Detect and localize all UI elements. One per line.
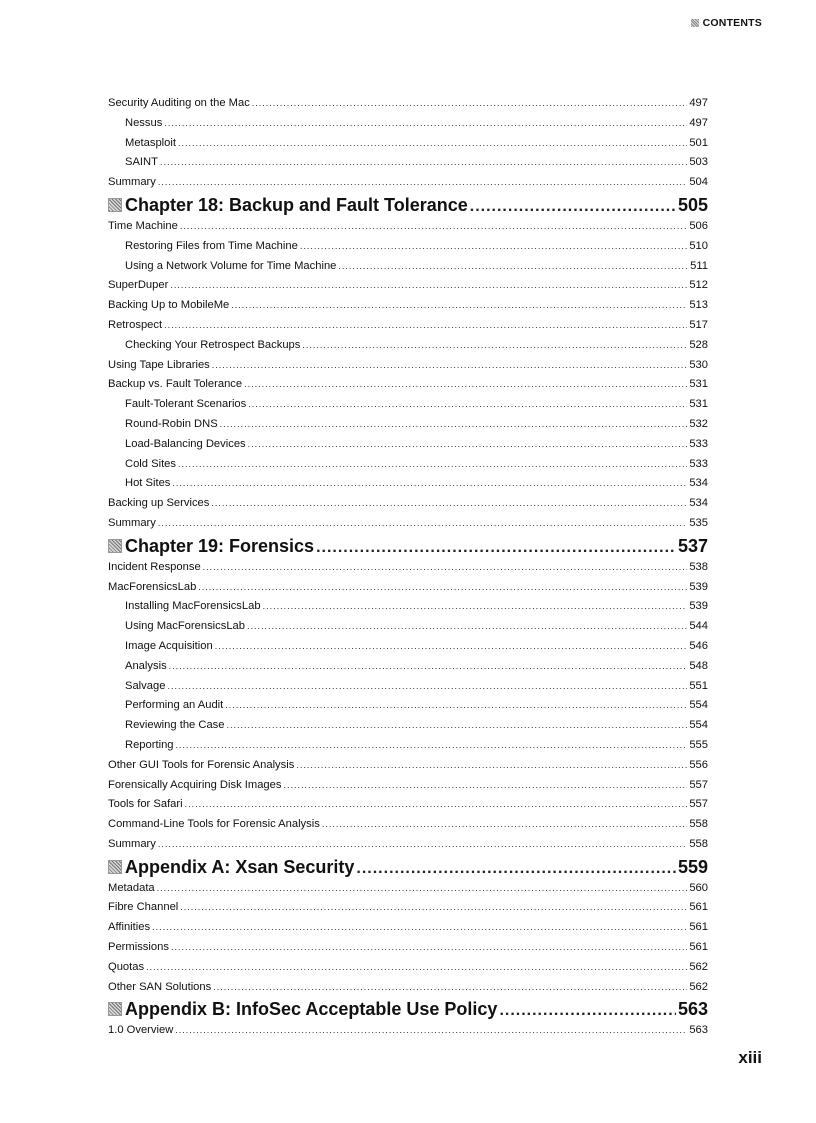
- running-header-label: CONTENTS: [702, 17, 762, 29]
- section-marker-icon: [691, 19, 699, 27]
- toc-entry[interactable]: [108, 336, 708, 356]
- toc-entry[interactable]: [108, 696, 708, 716]
- toc-entry-title: Chapter 18: Backup and Fault Tolerance: [125, 194, 468, 215]
- toc-entry-title: Fault-Tolerant Scenarios: [125, 398, 247, 411]
- toc-entry-page: 557: [689, 798, 708, 811]
- toc-entry-title: Hot Sites: [125, 477, 171, 490]
- toc-entry-page: 544: [689, 620, 708, 633]
- dot-leader: [152, 918, 687, 938]
- dot-leader: [215, 637, 688, 657]
- toc-entry-page: 530: [689, 358, 708, 371]
- toc-chapter-heading[interactable]: [108, 534, 708, 558]
- toc-entry-title: Reviewing the Case: [125, 719, 225, 732]
- dot-leader: [356, 855, 676, 879]
- table-of-contents: [108, 94, 708, 1041]
- toc-entry[interactable]: [108, 435, 708, 455]
- toc-entry-page: 539: [689, 600, 708, 613]
- toc-entry[interactable]: [108, 637, 708, 657]
- dot-leader: [227, 716, 688, 736]
- toc-entry-title: Appendix A: Xsan Security: [125, 856, 355, 877]
- dot-leader: [213, 978, 687, 998]
- toc-entry[interactable]: [108, 173, 708, 193]
- dot-leader: [185, 795, 688, 815]
- toc-entry-title: Checking Your Retrospect Backups: [125, 338, 301, 351]
- dot-leader: [212, 356, 688, 376]
- toc-entry[interactable]: [108, 918, 708, 938]
- toc-entry-title: Permissions: [108, 941, 169, 954]
- toc-entry-page: 531: [689, 378, 708, 391]
- toc-entry[interactable]: [108, 578, 708, 598]
- toc-entry[interactable]: [108, 153, 708, 173]
- dot-leader: [263, 597, 688, 617]
- dot-leader: [198, 578, 687, 598]
- toc-entry[interactable]: [108, 276, 708, 296]
- toc-entry[interactable]: [108, 237, 708, 257]
- toc-entry[interactable]: [108, 795, 708, 815]
- toc-entry[interactable]: [108, 736, 708, 756]
- toc-entry-page: 558: [689, 818, 708, 831]
- toc-entry-page: 517: [689, 318, 708, 331]
- toc-entry-page: 562: [689, 980, 708, 993]
- dot-leader: [178, 134, 687, 154]
- toc-entry[interactable]: [108, 375, 708, 395]
- dot-leader: [211, 494, 687, 514]
- toc-entry-page: 497: [689, 97, 708, 109]
- toc-chapter-heading[interactable]: [108, 855, 708, 879]
- toc-entry-title: Backing up Services: [108, 497, 210, 510]
- dot-leader: [158, 514, 687, 534]
- dot-leader: [176, 736, 688, 756]
- dot-leader: [160, 153, 687, 173]
- dot-leader: [164, 316, 687, 336]
- toc-entry[interactable]: [108, 617, 708, 637]
- toc-entry[interactable]: [108, 356, 708, 376]
- toc-entry-page: 510: [689, 239, 708, 252]
- chapter-marker-icon: [108, 860, 122, 874]
- toc-entry-title: Using a Network Volume for Time Machine: [125, 259, 337, 272]
- toc-entry-page: 548: [689, 659, 708, 672]
- toc-entry-title: Forensically Acquiring Disk Images: [108, 778, 282, 791]
- toc-entry-page: 532: [689, 417, 708, 430]
- toc-entry[interactable]: [108, 879, 708, 899]
- toc-entry[interactable]: [108, 474, 708, 494]
- dot-leader: [300, 237, 687, 257]
- dot-leader: [180, 898, 687, 918]
- toc-entry-title: Metasploit: [125, 136, 176, 149]
- dot-leader: [178, 455, 687, 475]
- dot-leader: [180, 217, 687, 237]
- toc-entry-page: 539: [689, 580, 708, 593]
- dot-leader: [225, 696, 687, 716]
- toc-chapter-heading[interactable]: [108, 193, 708, 217]
- toc-entry-page: 533: [689, 437, 708, 450]
- toc-entry[interactable]: [108, 514, 708, 534]
- toc-entry-title: Reporting: [125, 738, 174, 751]
- dot-leader: [302, 336, 687, 356]
- toc-entry-page: 513: [689, 299, 708, 312]
- dot-leader: [158, 835, 687, 855]
- toc-entry-page: 534: [689, 477, 708, 490]
- toc-entry-title: Round-Robin DNS: [125, 417, 218, 430]
- dot-leader: [164, 114, 687, 134]
- toc-entry-title: Salvage: [125, 679, 166, 692]
- toc-entry-title: SAINT: [125, 156, 158, 169]
- toc-entry-page: 503: [689, 156, 708, 169]
- dot-leader: [322, 815, 688, 835]
- dot-leader: [470, 193, 676, 217]
- toc-chapter-heading[interactable]: [108, 997, 708, 1021]
- dot-leader: [296, 756, 687, 776]
- toc-entry[interactable]: [108, 494, 708, 514]
- page-number: xiii: [738, 1048, 762, 1067]
- toc-entry[interactable]: [108, 94, 708, 114]
- toc-entry-page: 504: [689, 176, 708, 189]
- toc-entry-title: Restoring Files from Time Machine: [125, 239, 298, 252]
- toc-entry-title: Command-Line Tools for Forensic Analysis: [108, 818, 320, 831]
- dot-leader: [169, 657, 688, 677]
- toc-entry-title: Other SAN Solutions: [108, 980, 212, 993]
- dot-leader: [146, 958, 687, 978]
- toc-entry-page: 501: [689, 136, 708, 149]
- dot-leader: [170, 276, 687, 296]
- dot-leader: [157, 879, 688, 899]
- toc-entry-title: Summary: [108, 837, 156, 850]
- dot-leader: [252, 94, 688, 114]
- dot-leader: [283, 776, 687, 796]
- toc-entry[interactable]: [108, 217, 708, 237]
- toc-entry-page: 558: [689, 837, 708, 850]
- dot-leader: [167, 677, 687, 697]
- toc-entry-title: Security Auditing on the Mac: [108, 97, 250, 109]
- toc-entry-title: Tools for Safari: [108, 798, 183, 811]
- toc-entry-page: 511: [690, 259, 708, 272]
- chapter-marker-icon: [108, 539, 122, 553]
- toc-entry-title: Chapter 19: Forensics: [125, 535, 315, 556]
- dot-leader: [247, 617, 687, 637]
- toc-entry[interactable]: [108, 395, 708, 415]
- toc-entry-title: Analysis: [125, 659, 167, 672]
- toc-entry-page: 546: [689, 639, 708, 652]
- toc-entry-page: 556: [689, 758, 708, 771]
- toc-entry-page: 512: [689, 279, 708, 292]
- dot-leader: [158, 173, 687, 193]
- toc-entry-title: MacForensicsLab: [108, 580, 197, 593]
- toc-entry[interactable]: [108, 776, 708, 796]
- dot-leader: [244, 375, 687, 395]
- toc-entry-page: 561: [689, 921, 708, 934]
- toc-entry-title: 1.0 Overview: [108, 1024, 174, 1037]
- toc-entry-title: Using Tape Libraries: [108, 358, 210, 371]
- toc-entry[interactable]: [108, 316, 708, 336]
- toc-entry[interactable]: [108, 455, 708, 475]
- dot-leader: [248, 395, 687, 415]
- toc-entry-page: 554: [689, 719, 708, 732]
- dot-leader: [231, 296, 687, 316]
- dot-leader: [248, 435, 688, 455]
- toc-entry[interactable]: [108, 597, 708, 617]
- toc-entry-page: 531: [689, 398, 708, 411]
- toc-entry-title: Summary: [108, 516, 156, 529]
- dot-leader: [172, 474, 687, 494]
- toc-entry-page: 538: [689, 560, 708, 573]
- toc-entry[interactable]: [108, 958, 708, 978]
- dot-leader: [316, 534, 676, 558]
- toc-entry-title: Time Machine: [108, 219, 178, 232]
- toc-entry-page: 506: [689, 219, 708, 232]
- toc-entry-page: 551: [689, 679, 708, 692]
- toc-entry[interactable]: [108, 114, 708, 134]
- toc-entry-page: 497: [689, 116, 708, 129]
- toc-entry-title: SuperDuper: [108, 279, 169, 292]
- toc-entry-page: 563: [689, 1024, 708, 1037]
- toc-entry[interactable]: [108, 938, 708, 958]
- toc-entry-page: 534: [689, 497, 708, 510]
- toc-entry[interactable]: [108, 296, 708, 316]
- toc-entry-page: 557: [689, 778, 708, 791]
- toc-entry-title: Nessus: [125, 116, 163, 129]
- toc-entry-title: Backup vs. Fault Tolerance: [108, 378, 243, 391]
- toc-entry-page: 555: [689, 738, 708, 751]
- toc-entry-title: Incident Response: [108, 560, 201, 573]
- toc-entry[interactable]: [108, 898, 708, 918]
- toc-entry[interactable]: [108, 134, 708, 154]
- toc-entry[interactable]: [108, 677, 708, 697]
- toc-entry-page: 537: [677, 535, 708, 556]
- toc-entry[interactable]: [108, 978, 708, 998]
- running-header: [691, 17, 762, 29]
- toc-entry[interactable]: [108, 257, 708, 277]
- dot-leader: [338, 257, 688, 277]
- toc-entry-page: 560: [689, 881, 708, 894]
- toc-entry[interactable]: [108, 558, 708, 578]
- toc-entry-title: Appendix B: InfoSec Acceptable Use Policy: [125, 999, 498, 1020]
- toc-entry-page: 535: [689, 516, 708, 529]
- toc-entry-page: 563: [677, 999, 708, 1020]
- toc-entry-title: Image Acquisition: [125, 639, 213, 652]
- toc-entry-page: 562: [689, 960, 708, 973]
- dot-leader: [220, 415, 688, 435]
- toc-entry[interactable]: [108, 415, 708, 435]
- toc-entry-page: 554: [689, 699, 708, 712]
- toc-entry-title: Metadata: [108, 881, 155, 894]
- toc-entry-page: 505: [677, 194, 708, 215]
- toc-entry-page: 533: [689, 457, 708, 470]
- toc-entry-title: Affinities: [108, 921, 151, 934]
- chapter-marker-icon: [108, 198, 122, 212]
- dot-leader: [171, 938, 687, 958]
- dot-leader: [203, 558, 688, 578]
- toc-entry-page: 561: [689, 941, 708, 954]
- dot-leader: [499, 997, 676, 1021]
- toc-entry-title: Installing MacForensicsLab: [125, 600, 261, 613]
- toc-entry[interactable]: [108, 716, 708, 736]
- toc-entry-title: Other GUI Tools for Forensic Analysis: [108, 758, 295, 771]
- toc-entry[interactable]: [108, 756, 708, 776]
- toc-entry-title: Load-Balancing Devices: [125, 437, 246, 450]
- toc-entry-page: 559: [677, 856, 708, 877]
- chapter-marker-icon: [108, 1002, 122, 1016]
- dot-leader: [175, 1021, 687, 1041]
- toc-entry-title: Quotas: [108, 960, 145, 973]
- toc-entry[interactable]: [108, 657, 708, 677]
- toc-entry-page: 528: [689, 338, 708, 351]
- toc-entry[interactable]: [108, 835, 708, 855]
- toc-entry-title: Summary: [108, 176, 156, 189]
- toc-entry-title: Performing an Audit: [125, 699, 224, 712]
- toc-entry[interactable]: [108, 815, 708, 835]
- toc-entry[interactable]: [108, 1021, 708, 1041]
- toc-entry-page: 561: [689, 901, 708, 914]
- toc-entry-title: Cold Sites: [125, 457, 176, 470]
- toc-entry-title: Backing Up to MobileMe: [108, 299, 230, 312]
- toc-entry-title: Fibre Channel: [108, 901, 179, 914]
- toc-entry-title: Using MacForensicsLab: [125, 620, 246, 633]
- toc-entry-title: Retrospect: [108, 318, 163, 331]
